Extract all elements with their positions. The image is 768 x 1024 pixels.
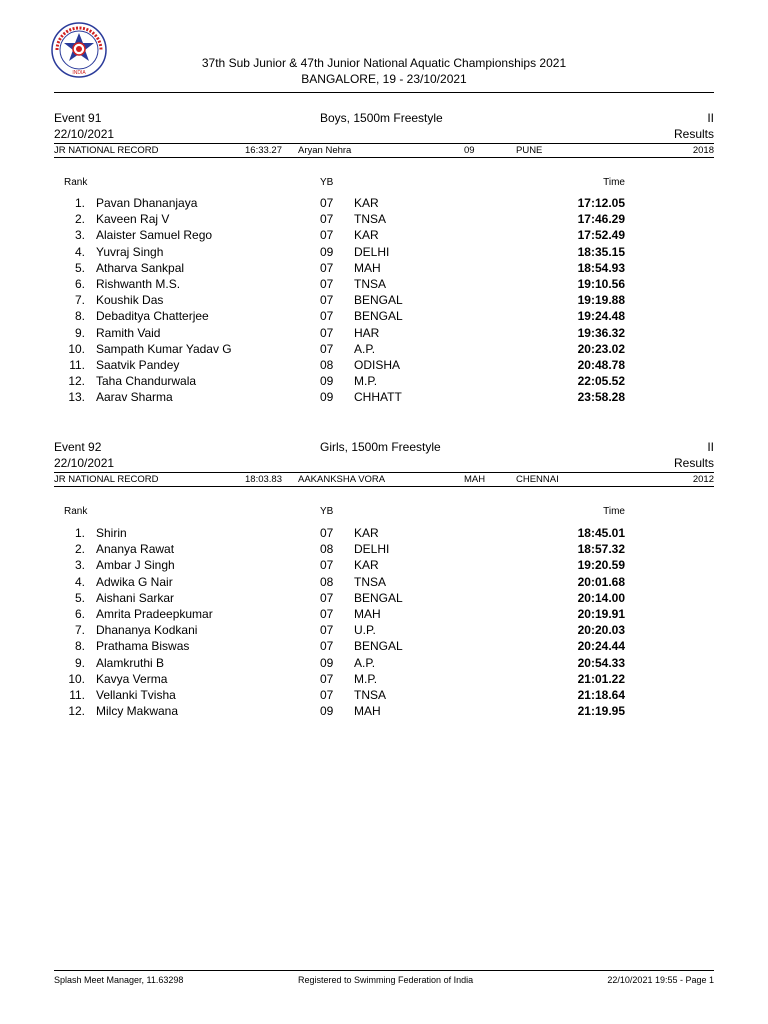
record-label: JR NATIONAL RECORD	[54, 474, 159, 485]
result-time: 21:19.95	[577, 704, 625, 719]
result-row	[0, 623, 768, 639]
birth-year: 07	[320, 228, 334, 243]
result-rank: 5.	[74, 590, 85, 605]
result-row	[0, 326, 768, 342]
swimmer-name: Pavan Dhananjaya	[96, 196, 198, 210]
result-time: 19:19.88	[577, 293, 625, 308]
club-name: MAH	[354, 607, 381, 621]
footer-divider	[54, 970, 714, 971]
swimmer-name: Sampath Kumar Yadav G	[96, 341, 232, 356]
birth-year: 07	[320, 688, 334, 702]
result-rank: 7.	[74, 293, 85, 308]
swimmer-name: Amrita Pradeepkumar	[96, 607, 213, 621]
record-label: JR NATIONAL RECORD	[54, 145, 159, 156]
result-rank: 10.	[68, 341, 85, 356]
result-rank: 10.	[68, 671, 85, 686]
event-flag: II	[707, 111, 714, 125]
club-name: TNSA	[354, 688, 387, 702]
result-time: 18:45.01	[577, 526, 625, 540]
club-name: BENGAL	[354, 309, 403, 324]
col-yb-header: YB	[320, 177, 334, 188]
club-name: DELHI	[354, 542, 390, 557]
result-rank: 9.	[74, 655, 85, 670]
birth-year: 07	[320, 260, 334, 275]
result-rank: 3.	[74, 558, 85, 573]
result-rank: 1.	[74, 526, 85, 540]
record-holder: Aryan Nehra	[298, 145, 352, 156]
event-date: 22/10/2021	[54, 127, 115, 141]
swimmer-name: Atharva Sankpal	[96, 260, 185, 275]
record-holder: AAKANKSHA VORA	[298, 474, 386, 485]
result-time: 19:10.56	[577, 277, 625, 291]
logo-text: INDIA	[72, 70, 86, 76]
results-label: Results	[673, 456, 714, 470]
result-row	[0, 277, 768, 293]
result-row	[0, 704, 768, 720]
record-club: MAH	[464, 474, 486, 485]
result-rank: 2.	[74, 542, 85, 557]
event-number: Event 92	[54, 440, 102, 454]
birth-year: 07	[320, 309, 334, 324]
swimmer-name: Kaveen Raj V	[96, 212, 170, 227]
result-time: 20:14.00	[577, 590, 625, 605]
club-name: BENGAL	[354, 639, 403, 654]
result-time: 19:36.32	[577, 325, 625, 340]
club-name: BENGAL	[354, 293, 403, 308]
result-time: 18:35.15	[577, 244, 625, 259]
swimmer-name: Kavya Verma	[96, 671, 168, 686]
result-time: 20:24.44	[577, 639, 625, 654]
swimmer-name: Prathama Biswas	[96, 639, 190, 654]
birth-year: 09	[320, 655, 334, 670]
result-time: 19:24.48	[577, 309, 625, 324]
result-time: 23:58.28	[577, 390, 625, 405]
footer-page-info: 22/10/2021 19:55 - Page 1	[607, 975, 714, 985]
result-time: 20:20.03	[577, 623, 625, 638]
swimmer-name: Taha Chandurwala	[96, 374, 197, 389]
result-row	[0, 309, 768, 325]
result-rank: 12.	[68, 374, 85, 389]
result-row	[0, 228, 768, 244]
record-time: 16:33.27	[245, 145, 282, 156]
result-rank: 4.	[74, 574, 85, 589]
result-rank: 6.	[74, 607, 85, 621]
birth-year: 07	[320, 639, 334, 654]
birth-year: 07	[320, 341, 334, 356]
result-rank: 3.	[74, 228, 85, 243]
birth-year: 07	[320, 277, 334, 291]
results-label: Results	[673, 127, 714, 141]
result-row	[0, 558, 768, 574]
club-name: KAR	[354, 526, 379, 540]
swimmer-name: Saatvik Pandey	[96, 358, 180, 372]
result-row	[0, 261, 768, 277]
club-name: MAH	[354, 704, 381, 719]
swimmer-name: Ramith Vaid	[96, 325, 161, 340]
record-place: CHENNAI	[516, 474, 559, 485]
footer-registration: Registered to Swimming Federation of India	[298, 975, 474, 985]
swimmer-name: Dhananya Kodkani	[96, 623, 198, 638]
result-time: 20:01.68	[577, 574, 625, 589]
swimmer-name: Yuvraj Singh	[96, 244, 164, 259]
result-rank: 11.	[69, 358, 85, 372]
result-time: 17:12.05	[577, 196, 625, 210]
event-flag: II	[707, 440, 714, 454]
club-name: CHHATT	[354, 390, 402, 405]
col-yb-header: YB	[320, 506, 334, 517]
col-time-header: Time	[603, 177, 625, 188]
result-time: 20:48.78	[577, 358, 625, 372]
result-time: 21:01.22	[577, 671, 625, 686]
club-name: TNSA	[354, 277, 387, 291]
swimmer-name: Aishani Sarkar	[96, 590, 175, 605]
birth-year: 07	[320, 623, 334, 638]
result-time: 19:20.59	[577, 558, 625, 573]
birth-year: 07	[320, 293, 334, 308]
result-rank: 11.	[69, 688, 85, 702]
result-time: 18:54.93	[577, 260, 625, 275]
record-time: 18:03.83	[245, 474, 282, 485]
result-rank: 2.	[74, 212, 85, 227]
result-time: 20:23.02	[577, 341, 625, 356]
club-name: DELHI	[354, 244, 390, 259]
result-row	[0, 607, 768, 623]
championship-title: 37th Sub Junior & 47th Junior National Aquatic Championships 2021	[201, 56, 567, 70]
result-row	[0, 688, 768, 704]
club-name: KAR	[354, 228, 379, 243]
birth-year: 07	[320, 196, 334, 210]
result-rank: 9.	[74, 325, 85, 340]
result-row	[0, 342, 768, 358]
result-rank: 8.	[74, 309, 85, 324]
result-rank: 6.	[74, 277, 85, 291]
swimmer-name: Milcy Makwana	[96, 704, 179, 719]
record-year: 2018	[692, 145, 714, 156]
birth-year: 08	[320, 358, 334, 372]
result-time: 22:05.52	[577, 374, 625, 389]
result-rank: 13.	[68, 390, 85, 405]
swimmer-name: Koushik Das	[96, 293, 164, 308]
event-name: Boys, 1500m Freestyle	[320, 111, 443, 125]
result-row	[0, 293, 768, 309]
club-name: A.P.	[354, 341, 376, 356]
swimmer-name: Adwika G Nair	[96, 574, 173, 589]
result-row	[0, 390, 768, 406]
result-row	[0, 374, 768, 390]
birth-year: 07	[320, 607, 334, 621]
club-name: KAR	[354, 196, 379, 210]
birth-year: 07	[320, 558, 334, 573]
club-name: TNSA	[354, 574, 387, 589]
swimmer-name: Debaditya Chatterjee	[96, 309, 209, 324]
birth-year: 09	[320, 374, 334, 389]
club-name: M.P.	[354, 374, 378, 389]
championship-venue: BANGALORE, 19 - 23/10/2021	[301, 72, 467, 86]
result-rank: 4.	[74, 244, 85, 259]
event-number: Event 91	[54, 111, 102, 125]
birth-year: 07	[320, 212, 334, 227]
birth-year: 08	[320, 542, 334, 557]
result-row	[0, 196, 768, 212]
event-date: 22/10/2021	[54, 456, 115, 470]
result-time: 20:19.91	[577, 607, 625, 621]
col-rank-header: Rank	[64, 506, 88, 517]
club-name: TNSA	[354, 212, 387, 227]
record-bottom-divider	[54, 157, 714, 158]
swimmer-name: Alaister Samuel Rego	[96, 228, 213, 243]
result-time: 17:52.49	[577, 228, 625, 243]
birth-year: 07	[320, 671, 334, 686]
result-rank: 7.	[74, 623, 85, 638]
result-row	[0, 639, 768, 655]
club-name: HAR	[354, 325, 380, 340]
result-time: 17:46.29	[577, 212, 625, 227]
birth-year: 09	[320, 390, 334, 405]
record-top-divider	[54, 143, 714, 144]
birth-year: 07	[320, 325, 334, 340]
club-name: KAR	[354, 558, 379, 573]
result-time: 18:57.32	[577, 542, 625, 557]
swimmer-name: Aarav Sharma	[96, 390, 173, 405]
header-divider	[54, 92, 714, 93]
record-yb: 09	[464, 145, 475, 156]
footer-software: Splash Meet Manager, 11.63298	[54, 975, 184, 985]
col-rank-header: Rank	[64, 177, 88, 188]
club-name: MAH	[354, 260, 381, 275]
club-name: A.P.	[354, 655, 376, 670]
swimmer-name: Vellanki Tvisha	[96, 688, 176, 702]
result-rank: 8.	[74, 639, 85, 654]
birth-year: 08	[320, 574, 334, 589]
record-bottom-divider	[54, 486, 714, 487]
result-rank: 5.	[74, 260, 85, 275]
result-row	[0, 212, 768, 228]
swimmer-name: Alamkruthi B	[96, 655, 165, 670]
record-top-divider	[54, 472, 714, 473]
club-name: M.P.	[354, 671, 378, 686]
result-time: 20:54.33	[577, 655, 625, 670]
col-time-header: Time	[603, 506, 625, 517]
result-time: 21:18.64	[577, 688, 625, 702]
result-rank: 1.	[74, 196, 85, 210]
swimmer-name: Ananya Rawat	[96, 542, 175, 557]
result-row	[0, 672, 768, 688]
result-row	[0, 575, 768, 591]
birth-year: 09	[320, 244, 334, 259]
result-row	[0, 245, 768, 261]
event-name: Girls, 1500m Freestyle	[320, 440, 441, 454]
club-name: ODISHA	[354, 358, 401, 372]
birth-year: 09	[320, 704, 334, 719]
result-row	[0, 656, 768, 672]
club-name: BENGAL	[354, 590, 403, 605]
record-year: 2012	[692, 474, 714, 485]
swimmer-name: Ambar J Singh	[96, 558, 175, 573]
birth-year: 07	[320, 590, 334, 605]
result-row	[0, 542, 768, 558]
club-name: U.P.	[354, 623, 376, 638]
result-row	[0, 358, 768, 374]
swimmer-name: Rishwanth M.S.	[96, 277, 181, 291]
result-row	[0, 526, 768, 542]
birth-year: 07	[320, 526, 334, 540]
result-row	[0, 591, 768, 607]
result-rank: 12.	[68, 704, 85, 719]
record-place: PUNE	[516, 145, 543, 156]
swimmer-name: Shirin	[96, 526, 127, 540]
